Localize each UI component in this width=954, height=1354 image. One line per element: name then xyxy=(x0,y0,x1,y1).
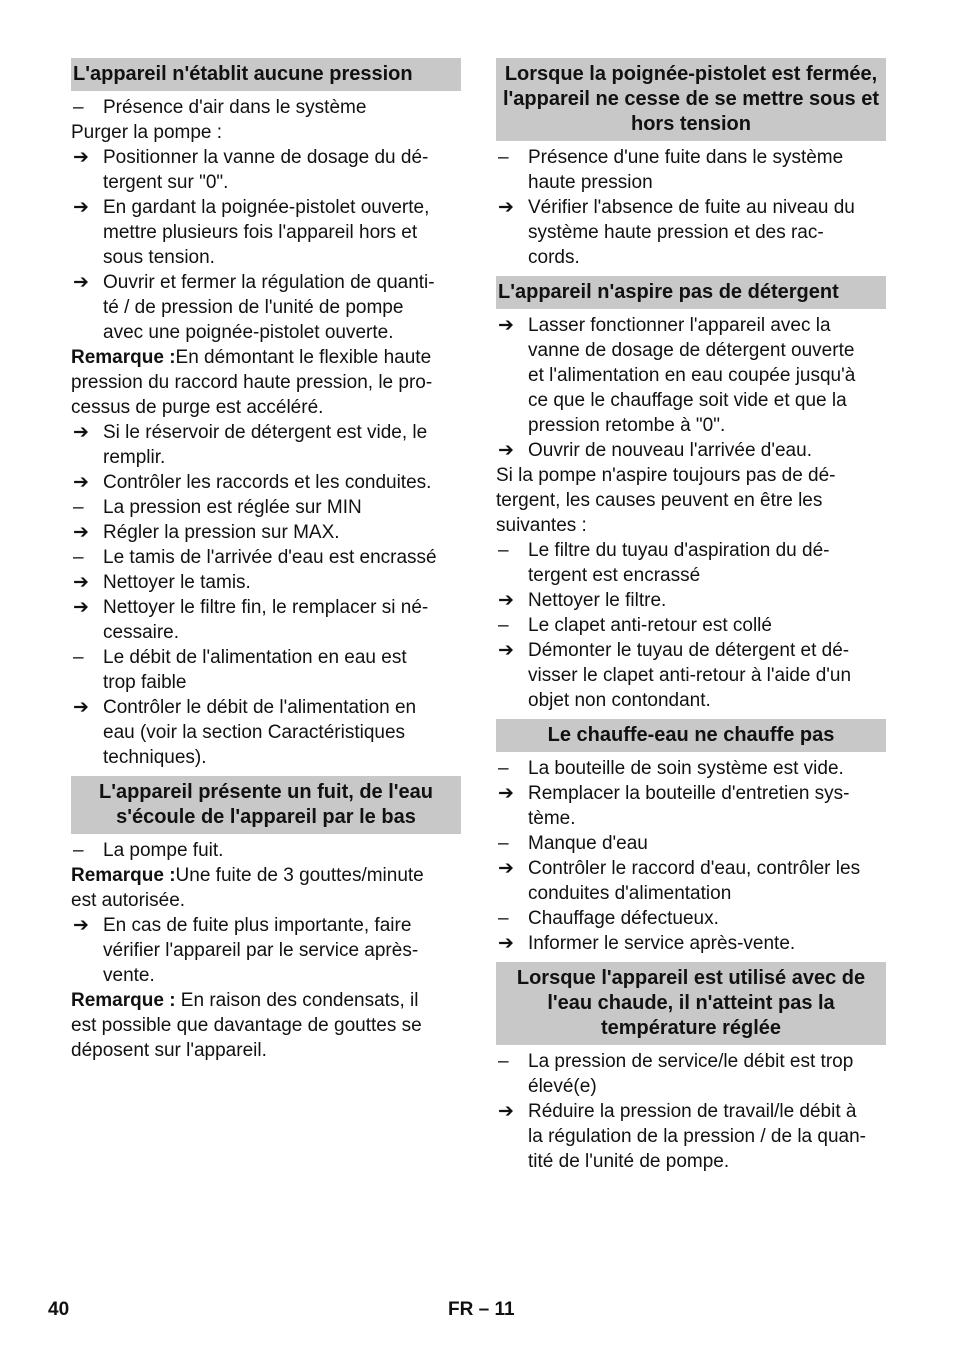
item-continuation: conduites d'alimentation xyxy=(528,883,732,904)
cause-item xyxy=(496,145,886,170)
dash-bullet-icon: – xyxy=(498,1051,509,1072)
item-text: Le débit de l'alimentation en eau est xyxy=(103,647,407,668)
remedy-item xyxy=(496,1099,886,1124)
arrow-right-icon: ➔ xyxy=(498,440,514,461)
item-text: Contrôler le raccord d'eau, contrôler les xyxy=(528,858,861,879)
section-heading: L'appareil n'aspire pas de détergent xyxy=(496,276,886,309)
remedy-item xyxy=(71,520,461,545)
arrow-right-icon: ➔ xyxy=(498,640,514,661)
cause-item xyxy=(496,1049,886,1074)
item-continuation: té / de pression de l'unité de pompe xyxy=(103,297,404,318)
section xyxy=(71,58,461,770)
item-continuation: pression retombe à "0". xyxy=(528,415,726,436)
arrow-right-icon: ➔ xyxy=(498,783,514,804)
remedy-item xyxy=(71,570,461,595)
arrow-right-icon: ➔ xyxy=(73,572,89,593)
section-heading: L'appareil n'établit aucune pression xyxy=(71,58,461,91)
arrow-right-icon: ➔ xyxy=(73,147,89,168)
remedy-item xyxy=(496,931,886,956)
note xyxy=(71,988,461,1013)
dash-bullet-icon: – xyxy=(498,615,509,636)
paragraph-line: tergent, les causes peuvent en être les xyxy=(496,490,823,511)
item-text: La pression est réglée sur MIN xyxy=(103,497,362,518)
arrow-right-icon: ➔ xyxy=(73,422,89,443)
item-continuation: tergent sur "0". xyxy=(103,172,229,193)
item-continuation: sous tension. xyxy=(103,247,215,268)
item-text: Régler la pression sur MAX. xyxy=(103,522,340,543)
item-continuation: ce que le chauffage soit vide et que la xyxy=(528,390,847,411)
paragraph-line: déposent sur l'appareil. xyxy=(71,1040,267,1061)
item-text: Démonter le tuyau de détergent et dé- xyxy=(528,640,850,661)
remedy-item xyxy=(71,470,461,495)
item-text: En cas de fuite plus importante, faire xyxy=(103,915,412,936)
item-continuation: tème. xyxy=(528,808,576,829)
remedy-item xyxy=(71,270,461,295)
paragraph-line: est autorisée. xyxy=(71,890,186,911)
remedy-item xyxy=(496,781,886,806)
item-text: Présence d'une fuite dans le système xyxy=(528,147,844,168)
cause-item xyxy=(71,645,461,670)
remedy-item xyxy=(496,313,886,338)
item-continuation: vanne de dosage de détergent ouverte xyxy=(528,340,855,361)
dash-bullet-icon: – xyxy=(73,97,84,118)
paragraph-line: Si la pompe n'aspire toujours pas de dé- xyxy=(496,465,836,486)
item-continuation: avec une poignée-pistolet ouverte. xyxy=(103,322,394,343)
remedy-item xyxy=(71,420,461,445)
section xyxy=(496,962,886,1174)
arrow-right-icon: ➔ xyxy=(73,472,89,493)
cause-item xyxy=(71,95,461,120)
item-text: Le filtre du tuyau d'aspiration du dé- xyxy=(528,540,830,561)
item-continuation: eau (voir la section Caractéristiques xyxy=(103,722,406,743)
note-label: Remarque : xyxy=(71,347,176,368)
dash-bullet-icon: – xyxy=(498,908,509,929)
cause-item xyxy=(496,756,886,781)
item-text: La pression de service/le débit est trop xyxy=(528,1051,854,1072)
arrow-right-icon: ➔ xyxy=(498,1101,514,1122)
dash-bullet-icon: – xyxy=(73,647,84,668)
item-text: Ouvrir et fermer la régulation de quanti- xyxy=(103,272,435,293)
item-continuation: trop faible xyxy=(103,672,187,693)
arrow-right-icon: ➔ xyxy=(498,197,514,218)
item-continuation: vente. xyxy=(103,965,155,986)
note xyxy=(71,345,461,370)
note-text: En raison des condensats, il xyxy=(175,990,419,1011)
item-text: En gardant la poignée-pistolet ouverte, xyxy=(103,197,430,218)
item-continuation: vérifier l'appareil par le service après- xyxy=(103,940,419,961)
arrow-right-icon: ➔ xyxy=(498,858,514,879)
item-continuation: la régulation de la pression / de la quan- xyxy=(528,1126,867,1147)
note-label: Remarque : xyxy=(71,865,176,886)
item-text: Présence d'air dans le système xyxy=(103,97,367,118)
cause-item xyxy=(71,838,461,863)
paragraph-line: est possible que davantage de gouttes se xyxy=(71,1015,422,1036)
arrow-right-icon: ➔ xyxy=(73,197,89,218)
dash-bullet-icon: – xyxy=(498,758,509,779)
section-heading: L'appareil présente un fuit, de l'eau s'écoule de l'appareil par le bas xyxy=(71,776,461,834)
remedy-item xyxy=(496,195,886,220)
note-label: Remarque : xyxy=(71,990,176,1011)
item-continuation: tité de l'unité de pompe. xyxy=(528,1151,730,1172)
item-text: Informer le service après-vente. xyxy=(528,933,796,954)
item-text: Le clapet anti-retour est collé xyxy=(528,615,772,636)
section xyxy=(71,776,461,1063)
item-continuation: remplir. xyxy=(103,447,166,468)
item-continuation: techniques). xyxy=(103,747,207,768)
remedy-item xyxy=(496,438,886,463)
item-text: Nettoyer le filtre fin, le remplacer si né- xyxy=(103,597,429,618)
note-text: En démontant le flexible haute xyxy=(175,347,432,368)
dash-bullet-icon: – xyxy=(73,547,84,568)
arrow-right-icon: ➔ xyxy=(73,915,89,936)
arrow-right-icon: ➔ xyxy=(498,590,514,611)
item-text: Nettoyer le tamis. xyxy=(103,572,251,593)
section-heading: Le chauffe-eau ne chauffe pas xyxy=(496,719,886,752)
item-text: Ouvrir de nouveau l'arrivée d'eau. xyxy=(528,440,812,461)
section-heading: Lorsque la poignée-pistolet est fermée, l'appareil ne cesse de se mettre sous et hors tension xyxy=(496,58,886,141)
dash-bullet-icon: – xyxy=(498,147,509,168)
item-continuation: objet non contondant. xyxy=(528,690,711,711)
item-text: Remplacer la bouteille d'entretien sys- xyxy=(528,783,850,804)
item-continuation: système haute pression et des rac- xyxy=(528,222,824,243)
item-continuation: cords. xyxy=(528,247,580,268)
paragraph-line: pression du raccord haute pression, le pro- xyxy=(71,372,433,393)
remedy-item xyxy=(496,588,886,613)
remedy-item xyxy=(496,638,886,663)
paragraph-line: suivantes : xyxy=(496,515,587,536)
section-page-label: FR – 11 xyxy=(448,1299,515,1320)
arrow-right-icon: ➔ xyxy=(73,522,89,543)
cause-item xyxy=(496,538,886,563)
item-text: Contrôler les raccords et les conduites. xyxy=(103,472,432,493)
right-column xyxy=(496,58,886,1174)
cause-item xyxy=(71,545,461,570)
section-heading: Lorsque l'appareil est utilisé avec de l'eau chaude, il n'atteint pas la température réglée xyxy=(496,962,886,1045)
item-text: Positionner la vanne de dosage du dé- xyxy=(103,147,429,168)
dash-bullet-icon: – xyxy=(73,497,84,518)
cause-item xyxy=(71,495,461,520)
cause-item xyxy=(496,906,886,931)
arrow-right-icon: ➔ xyxy=(73,697,89,718)
remedy-item xyxy=(496,856,886,881)
arrow-right-icon: ➔ xyxy=(498,933,514,954)
item-continuation: cessaire. xyxy=(103,622,180,643)
paragraph-line: cessus de purge est accéléré. xyxy=(71,397,324,418)
item-text: Réduire la pression de travail/le débit à xyxy=(528,1101,857,1122)
remedy-item xyxy=(71,145,461,170)
item-text: Chauffage défectueux. xyxy=(528,908,719,929)
item-text: Le tamis de l'arrivée d'eau est encrassé xyxy=(103,547,437,568)
item-text: Manque d'eau xyxy=(528,833,648,854)
arrow-right-icon: ➔ xyxy=(73,597,89,618)
item-text: Lasser fonctionner l'appareil avec la xyxy=(528,315,831,336)
left-column xyxy=(71,58,461,1063)
cause-item xyxy=(496,613,886,638)
item-text: Nettoyer le filtre. xyxy=(528,590,667,611)
remedy-item xyxy=(71,695,461,720)
item-text: Si le réservoir de détergent est vide, le xyxy=(103,422,428,443)
item-text: La pompe fuit. xyxy=(103,840,224,861)
section xyxy=(496,719,886,956)
dash-bullet-icon: – xyxy=(73,840,84,861)
note xyxy=(71,863,461,888)
dash-bullet-icon: – xyxy=(498,833,509,854)
cause-item xyxy=(496,831,886,856)
section xyxy=(496,58,886,270)
item-text: Contrôler le débit de l'alimentation en xyxy=(103,697,417,718)
page-number: 40 xyxy=(48,1299,70,1320)
item-text: La bouteille de soin système est vide. xyxy=(528,758,844,779)
item-continuation: haute pression xyxy=(528,172,653,193)
item-text: Vérifier l'absence de fuite au niveau du xyxy=(528,197,855,218)
remedy-item xyxy=(71,913,461,938)
item-continuation: et l'alimentation en eau coupée jusqu'à xyxy=(528,365,856,386)
item-continuation: mettre plusieurs fois l'appareil hors et xyxy=(103,222,418,243)
arrow-right-icon: ➔ xyxy=(498,315,514,336)
section xyxy=(496,276,886,713)
paragraph-line: Purger la pompe : xyxy=(71,122,223,143)
item-continuation: visser le clapet anti-retour à l'aide d'un xyxy=(528,665,852,686)
arrow-right-icon: ➔ xyxy=(73,272,89,293)
dash-bullet-icon: – xyxy=(498,540,509,561)
item-continuation: tergent est encrassé xyxy=(528,565,701,586)
item-continuation: élevé(e) xyxy=(528,1076,597,1097)
remedy-item xyxy=(71,195,461,220)
note-text: Une fuite de 3 gouttes/minute xyxy=(175,865,424,886)
remedy-item xyxy=(71,595,461,620)
